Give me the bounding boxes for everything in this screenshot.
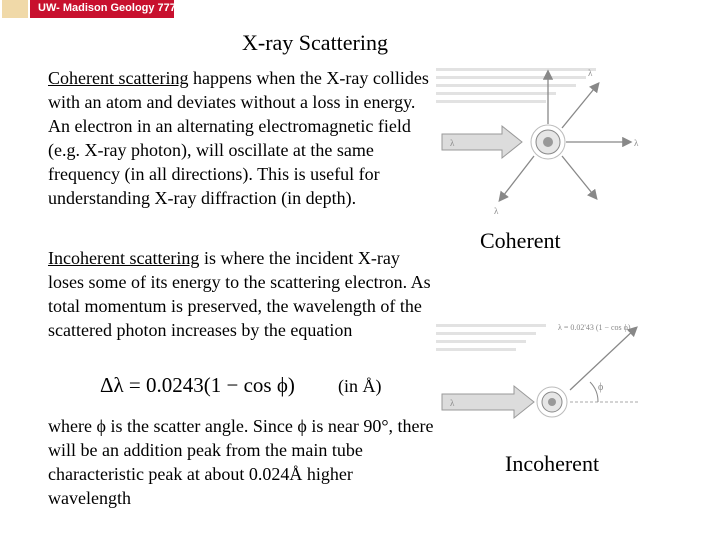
incoherent-term: Incoherent scattering [48,248,200,268]
coherent-term: Coherent scattering [48,68,189,88]
scattered-photon-arrow [570,328,636,390]
conclusion-paragraph: where ϕ is the scatter angle. Since ϕ is near 90°, there will be an addition peak from the main tube characteristic peak at about 0.024Å higher wavelength [48,416,434,508]
svg-text:λ: λ [494,206,499,216]
electron-icon [537,387,567,417]
scatter-arrow-downright [562,156,596,198]
scatter-angle-arc [590,382,598,402]
scatter-arrow-downleft [500,156,534,200]
incoherent-paragraph [48,246,438,342]
logo-text: UW- Madison Geology 777 [38,2,176,14]
svg-text:λ: λ [450,138,455,148]
svg-text:λ = 0.02'43 (1 − cos ϕ): λ = 0.02'43 (1 − cos ϕ) [558,323,631,332]
slide-title: X-ray Scattering [242,30,388,55]
incoherent-caption: Incoherent [505,451,600,476]
equation-text: Δλ = 0.0243(1 − cos ϕ) [100,373,295,397]
electron-icon [531,125,565,159]
faded-background-text [436,68,596,103]
incident-xray-arrow [442,386,534,418]
svg-text:λ: λ [450,398,455,408]
coherent-text: happens when the X-ray collides with an atom and deviates without a loss in energy. An electron in an alternating electromagnetic field (e.g. X-ray photon), will oscillate at the same frequency (in all directions). This is useful for understanding X-ray diffraction (in depth). [48,68,429,208]
incoherent-scattering-diagram [430,318,650,438]
svg-text:λ: λ [588,68,593,78]
incoherent-text: is where the incident X-ray loses some of its energy to the scattering electron. As total momentum is preserved, the wavelength of the scattered photon increases by the equation [48,248,431,340]
compton-equation [100,368,340,402]
faded-background-text [436,324,546,351]
equation-unit: (in Å) [338,376,382,396]
crest-icon [2,0,28,18]
scatter-arrow-upright [562,84,598,128]
logo [0,0,174,18]
svg-text:ϕ: ϕ [598,382,604,393]
coherent-paragraph [48,66,438,210]
svg-text:λ: λ [634,138,639,148]
coherent-scattering-diagram [430,62,650,222]
coherent-caption: Coherent [480,228,561,253]
